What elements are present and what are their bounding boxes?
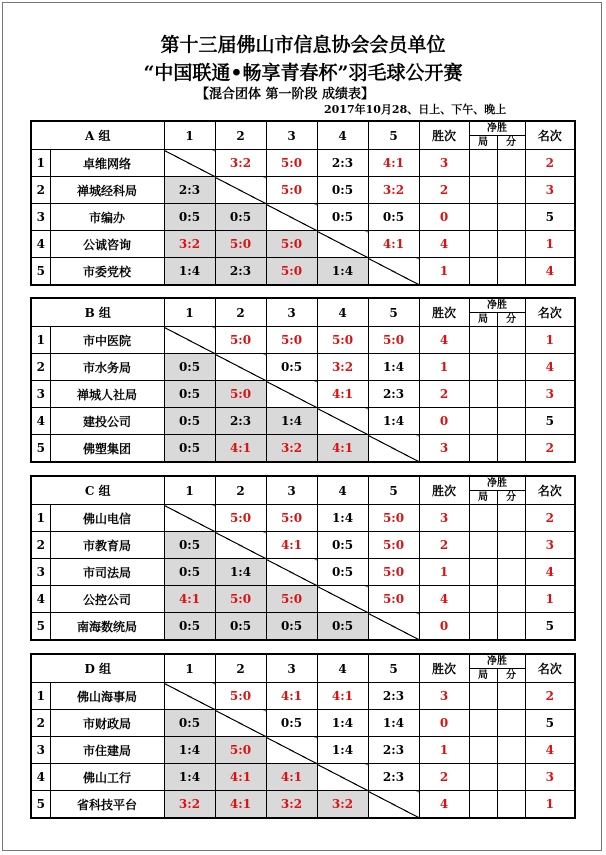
score-cell: 2:3 — [368, 737, 419, 764]
score-cell: 5:0 — [215, 327, 266, 354]
table-row — [31, 327, 575, 354]
score-cell: 2:3 — [215, 408, 266, 435]
group-name: C 组 — [31, 476, 164, 505]
team-name: 市教育局 — [50, 532, 164, 559]
net-ju-cell — [469, 177, 497, 204]
score-cell — [215, 710, 266, 737]
table-row — [31, 177, 575, 204]
col-header: 2 — [215, 654, 266, 683]
team-name: 公诚咨询 — [50, 231, 164, 258]
score-cell: 0:5 — [368, 204, 419, 231]
score-cell: 0:5 — [164, 613, 215, 641]
rank-cell: 5 — [525, 613, 575, 641]
team-name: 建投公司 — [50, 408, 164, 435]
group-table-4 — [30, 653, 574, 819]
score-cell: 3:2 — [266, 791, 317, 819]
score-cell: 5:0 — [215, 737, 266, 764]
col-header: 4 — [317, 121, 368, 150]
team-name: 佛山海事局 — [50, 683, 164, 710]
wins-cell: 3 — [419, 683, 469, 710]
net-fen-cell — [497, 327, 525, 354]
score-cell — [266, 381, 317, 408]
score-cell: 0:5 — [164, 204, 215, 231]
table-row — [31, 231, 575, 258]
score-cell: 0:5 — [164, 408, 215, 435]
score-cell: 4:1 — [317, 435, 368, 463]
team-name: 市财政局 — [50, 710, 164, 737]
team-name: 市委党校 — [50, 258, 164, 286]
rank-cell: 4 — [525, 258, 575, 286]
net-ju-cell — [469, 381, 497, 408]
table-subtitle: 【混合团体 第一阶段 成绩表】 — [196, 87, 375, 102]
team-name: 市中医院 — [50, 327, 164, 354]
score-cell: 5:0 — [215, 586, 266, 613]
table-row — [31, 710, 575, 737]
net-ju-cell — [469, 613, 497, 641]
team-number: 4 — [31, 764, 50, 791]
rank-cell: 3 — [525, 381, 575, 408]
team-name: 佛山工行 — [50, 764, 164, 791]
rank-cell: 1 — [525, 586, 575, 613]
team-name: 市司法局 — [50, 559, 164, 586]
col-header: 3 — [266, 121, 317, 150]
score-cell: 5:0 — [368, 586, 419, 613]
team-number: 3 — [31, 737, 50, 764]
score-cell: 1:4 — [164, 258, 215, 286]
score-cell — [266, 559, 317, 586]
score-cell: 2:3 — [164, 177, 215, 204]
score-cell: 4:1 — [368, 231, 419, 258]
score-cell — [317, 408, 368, 435]
group-name: D 组 — [31, 654, 164, 683]
team-number: 1 — [31, 505, 50, 532]
rank-cell: 4 — [525, 737, 575, 764]
score-cell — [368, 791, 419, 819]
score-cell — [266, 737, 317, 764]
rank-cell: 5 — [525, 408, 575, 435]
net-fen-cell — [497, 204, 525, 231]
score-cell: 0:5 — [164, 532, 215, 559]
score-cell: 3:2 — [266, 435, 317, 463]
net-ju-cell — [469, 231, 497, 258]
net-fen-cell — [497, 559, 525, 586]
score-cell: 3:2 — [164, 791, 215, 819]
score-cell: 1:4 — [317, 710, 368, 737]
table-row — [31, 354, 575, 381]
col-header: 5 — [368, 298, 419, 327]
team-number: 4 — [31, 231, 50, 258]
wins-cell: 3 — [419, 435, 469, 463]
table-row — [31, 381, 575, 408]
score-cell: 5:0 — [266, 231, 317, 258]
net-ju-cell — [469, 408, 497, 435]
net-fen-cell — [497, 505, 525, 532]
ju-label: 局 — [470, 313, 498, 326]
score-cell: 2:3 — [215, 258, 266, 286]
score-cell: 0:5 — [317, 204, 368, 231]
score-cell: 0:5 — [266, 710, 317, 737]
net-ju-cell — [469, 559, 497, 586]
team-number: 1 — [31, 683, 50, 710]
net-fen-cell — [497, 381, 525, 408]
score-cell: 5:0 — [215, 231, 266, 258]
table-row — [31, 683, 575, 710]
group-name: A 组 — [31, 121, 164, 150]
score-cell: 1:4 — [317, 505, 368, 532]
net-ju-cell — [469, 505, 497, 532]
wins-cell: 1 — [419, 737, 469, 764]
net-ju-cell — [469, 683, 497, 710]
net-label: 净胜 — [470, 300, 525, 313]
group-name: B 组 — [31, 298, 164, 327]
team-number: 5 — [31, 435, 50, 463]
col-header: 2 — [215, 476, 266, 505]
score-cell: 5:0 — [266, 177, 317, 204]
score-cell: 3:2 — [215, 150, 266, 177]
team-name: 市水务局 — [50, 354, 164, 381]
team-number: 5 — [31, 791, 50, 819]
team-number: 1 — [31, 150, 50, 177]
net-header — [469, 121, 525, 150]
wins-header: 胜次 — [419, 476, 469, 505]
score-cell — [164, 505, 215, 532]
wins-cell: 3 — [419, 505, 469, 532]
score-cell: 2:3 — [317, 150, 368, 177]
score-cell: 3:2 — [317, 354, 368, 381]
net-ju-cell — [469, 764, 497, 791]
date-line: 2017年10月28、日上、下午、晚上 — [324, 103, 507, 116]
net-ju-cell — [469, 737, 497, 764]
score-cell: 4:1 — [164, 586, 215, 613]
score-cell: 0:5 — [317, 177, 368, 204]
team-number: 4 — [31, 408, 50, 435]
team-name: 卓维网络 — [50, 150, 164, 177]
team-number: 2 — [31, 710, 50, 737]
score-cell: 5:0 — [368, 532, 419, 559]
score-cell: 4:1 — [266, 764, 317, 791]
score-cell: 1:4 — [368, 710, 419, 737]
group-table-1 — [30, 120, 574, 286]
net-label: 净胜 — [470, 123, 525, 136]
rank-cell: 3 — [525, 532, 575, 559]
net-header — [469, 298, 525, 327]
rank-header: 名次 — [525, 476, 575, 505]
team-number: 1 — [31, 327, 50, 354]
col-header: 5 — [368, 476, 419, 505]
col-header: 3 — [266, 476, 317, 505]
score-cell: 5:0 — [266, 505, 317, 532]
table-row — [31, 586, 575, 613]
col-header: 5 — [368, 121, 419, 150]
score-cell: 3:2 — [368, 177, 419, 204]
team-number: 5 — [31, 613, 50, 641]
net-ju-cell — [469, 710, 497, 737]
net-ju-cell — [469, 150, 497, 177]
score-cell: 5:0 — [368, 559, 419, 586]
score-cell — [317, 764, 368, 791]
net-ju-cell — [469, 327, 497, 354]
wins-cell: 4 — [419, 791, 469, 819]
score-cell: 4:1 — [215, 764, 266, 791]
score-cell: 5:0 — [266, 586, 317, 613]
score-cell: 0:5 — [215, 613, 266, 641]
rank-cell: 3 — [525, 177, 575, 204]
score-cell: 5:0 — [215, 505, 266, 532]
team-number: 3 — [31, 559, 50, 586]
rank-header: 名次 — [525, 654, 575, 683]
score-cell: 0:5 — [164, 354, 215, 381]
wins-cell: 3 — [419, 150, 469, 177]
score-cell: 1:4 — [266, 408, 317, 435]
score-cell: 2:3 — [368, 683, 419, 710]
net-fen-cell — [497, 764, 525, 791]
wins-cell: 0 — [419, 204, 469, 231]
rank-cell: 4 — [525, 559, 575, 586]
score-cell: 0:5 — [164, 710, 215, 737]
rank-cell: 2 — [525, 505, 575, 532]
net-fen-cell — [497, 586, 525, 613]
score-cell — [215, 532, 266, 559]
table-row — [31, 435, 575, 463]
wins-cell: 2 — [419, 381, 469, 408]
net-fen-cell — [497, 408, 525, 435]
col-header: 4 — [317, 654, 368, 683]
net-fen-cell — [497, 683, 525, 710]
rank-cell: 2 — [525, 683, 575, 710]
net-fen-cell — [497, 613, 525, 641]
col-header: 3 — [266, 654, 317, 683]
score-cell: 0:5 — [266, 354, 317, 381]
score-cell: 0:5 — [317, 532, 368, 559]
team-name: 市编办 — [50, 204, 164, 231]
team-name: 佛山电信 — [50, 505, 164, 532]
team-name: 市住建局 — [50, 737, 164, 764]
col-header: 1 — [164, 121, 215, 150]
team-number: 3 — [31, 204, 50, 231]
score-cell: 0:5 — [164, 381, 215, 408]
table-row — [31, 505, 575, 532]
net-label: 净胜 — [470, 656, 525, 669]
wins-cell: 2 — [419, 764, 469, 791]
net-fen-cell — [497, 710, 525, 737]
wins-cell: 4 — [419, 586, 469, 613]
team-number: 3 — [31, 381, 50, 408]
table-row — [31, 764, 575, 791]
score-cell: 5:0 — [215, 683, 266, 710]
score-cell: 0:5 — [164, 435, 215, 463]
wins-cell: 0 — [419, 710, 469, 737]
score-cell: 4:1 — [266, 532, 317, 559]
rank-cell: 5 — [525, 204, 575, 231]
page-title: 第十三届佛山市信息协会会员单位 — [160, 34, 446, 56]
wins-cell: 1 — [419, 258, 469, 286]
score-cell: 1:4 — [368, 354, 419, 381]
net-fen-cell — [497, 258, 525, 286]
score-cell: 4:1 — [317, 381, 368, 408]
wins-header: 胜次 — [419, 654, 469, 683]
wins-cell: 0 — [419, 408, 469, 435]
fen-label: 分 — [506, 313, 517, 325]
rank-header: 名次 — [525, 121, 575, 150]
rank-cell: 1 — [525, 327, 575, 354]
score-cell: 3:2 — [164, 231, 215, 258]
score-cell: 3:2 — [317, 791, 368, 819]
col-header: 2 — [215, 298, 266, 327]
net-header — [469, 476, 525, 505]
score-cell: 5:0 — [266, 150, 317, 177]
score-cell: 1:4 — [368, 408, 419, 435]
team-name: 南海数统局 — [50, 613, 164, 641]
score-cell: 0:5 — [266, 613, 317, 641]
score-cell: 2:3 — [368, 381, 419, 408]
col-header: 4 — [317, 476, 368, 505]
net-fen-cell — [497, 177, 525, 204]
net-ju-cell — [469, 532, 497, 559]
net-ju-cell — [469, 354, 497, 381]
col-header: 1 — [164, 476, 215, 505]
table-row — [31, 258, 575, 286]
table-row — [31, 204, 575, 231]
score-cell — [266, 204, 317, 231]
fen-label: 分 — [506, 136, 516, 148]
wins-cell: 1 — [419, 354, 469, 381]
rank-cell: 5 — [525, 710, 575, 737]
team-name: 禅城人社局 — [50, 381, 164, 408]
rank-cell: 4 — [525, 354, 575, 381]
net-fen-cell — [497, 231, 525, 258]
team-number: 5 — [31, 258, 50, 286]
score-cell — [368, 435, 419, 463]
score-cell: 5:0 — [368, 327, 419, 354]
net-fen-cell — [497, 435, 525, 463]
net-fen-cell — [497, 737, 525, 764]
ju-label: 局 — [470, 669, 498, 682]
score-cell: 0:5 — [317, 613, 368, 641]
wins-cell: 4 — [419, 231, 469, 258]
score-cell: 2:3 — [368, 764, 419, 791]
team-number: 4 — [31, 586, 50, 613]
col-header: 1 — [164, 654, 215, 683]
net-ju-cell — [469, 791, 497, 819]
table-row — [31, 559, 575, 586]
fen-label: 分 — [506, 491, 517, 503]
net-label: 净胜 — [470, 478, 525, 491]
team-name: 省科技平台 — [50, 791, 164, 819]
net-fen-cell — [497, 791, 525, 819]
table-row — [31, 791, 575, 819]
rank-header: 名次 — [525, 298, 575, 327]
score-cell — [164, 327, 215, 354]
score-cell: 1:4 — [317, 258, 368, 286]
score-cell: 1:4 — [164, 737, 215, 764]
score-cell: 4:1 — [215, 435, 266, 463]
score-cell — [164, 150, 215, 177]
table-row — [31, 150, 575, 177]
score-cell — [317, 586, 368, 613]
net-ju-cell — [469, 258, 497, 286]
score-cell: 4:1 — [215, 791, 266, 819]
net-ju-cell — [469, 204, 497, 231]
net-fen-cell — [497, 150, 525, 177]
wins-header: 胜次 — [419, 121, 469, 150]
table-row — [31, 613, 575, 641]
net-fen-cell — [497, 354, 525, 381]
score-cell: 4:1 — [266, 683, 317, 710]
score-cell — [215, 177, 266, 204]
score-cell: 4:1 — [368, 150, 419, 177]
team-number: 2 — [31, 177, 50, 204]
score-cell: 1:4 — [317, 737, 368, 764]
col-header: 4 — [317, 298, 368, 327]
score-cell: 0:5 — [317, 559, 368, 586]
ju-label: 局 — [470, 136, 498, 149]
score-cell: 1:4 — [164, 764, 215, 791]
table-row — [31, 737, 575, 764]
wins-cell: 2 — [419, 177, 469, 204]
score-cell: 5:0 — [368, 505, 419, 532]
score-cell: 5:0 — [317, 327, 368, 354]
score-cell — [368, 258, 419, 286]
wins-cell: 1 — [419, 559, 469, 586]
score-cell — [215, 354, 266, 381]
score-cell: 5:0 — [215, 381, 266, 408]
group-table-3 — [30, 475, 574, 641]
score-cell: 1:4 — [215, 559, 266, 586]
team-number: 2 — [31, 532, 50, 559]
team-name: 禅城经科局 — [50, 177, 164, 204]
team-name: 佛塑集团 — [50, 435, 164, 463]
score-cell — [164, 683, 215, 710]
col-header: 3 — [266, 298, 317, 327]
rank-cell: 1 — [525, 231, 575, 258]
col-header: 5 — [368, 654, 419, 683]
score-cell: 5:0 — [266, 258, 317, 286]
fen-label: 分 — [506, 669, 516, 681]
net-header — [469, 654, 525, 683]
ju-label: 局 — [470, 491, 498, 504]
wins-cell: 2 — [419, 532, 469, 559]
net-fen-cell — [497, 532, 525, 559]
wins-cell: 0 — [419, 613, 469, 641]
score-cell: 0:5 — [164, 559, 215, 586]
score-cell: 0:5 — [215, 204, 266, 231]
team-name: 公控公司 — [50, 586, 164, 613]
group-table-2 — [30, 297, 574, 463]
table-row — [31, 408, 575, 435]
event-title: “中国联通•畅享青春杯”羽毛球公开赛 — [143, 62, 463, 84]
rank-cell: 3 — [525, 764, 575, 791]
net-ju-cell — [469, 435, 497, 463]
score-cell: 5:0 — [266, 327, 317, 354]
table-row — [31, 532, 575, 559]
col-header: 1 — [164, 298, 215, 327]
rank-cell: 2 — [525, 435, 575, 463]
wins-header: 胜次 — [419, 298, 469, 327]
col-header: 2 — [215, 121, 266, 150]
rank-cell: 2 — [525, 150, 575, 177]
rank-cell: 1 — [525, 791, 575, 819]
score-cell — [368, 613, 419, 641]
net-ju-cell — [469, 586, 497, 613]
team-number: 2 — [31, 354, 50, 381]
score-cell: 4:1 — [317, 683, 368, 710]
wins-cell: 4 — [419, 327, 469, 354]
score-cell — [317, 231, 368, 258]
